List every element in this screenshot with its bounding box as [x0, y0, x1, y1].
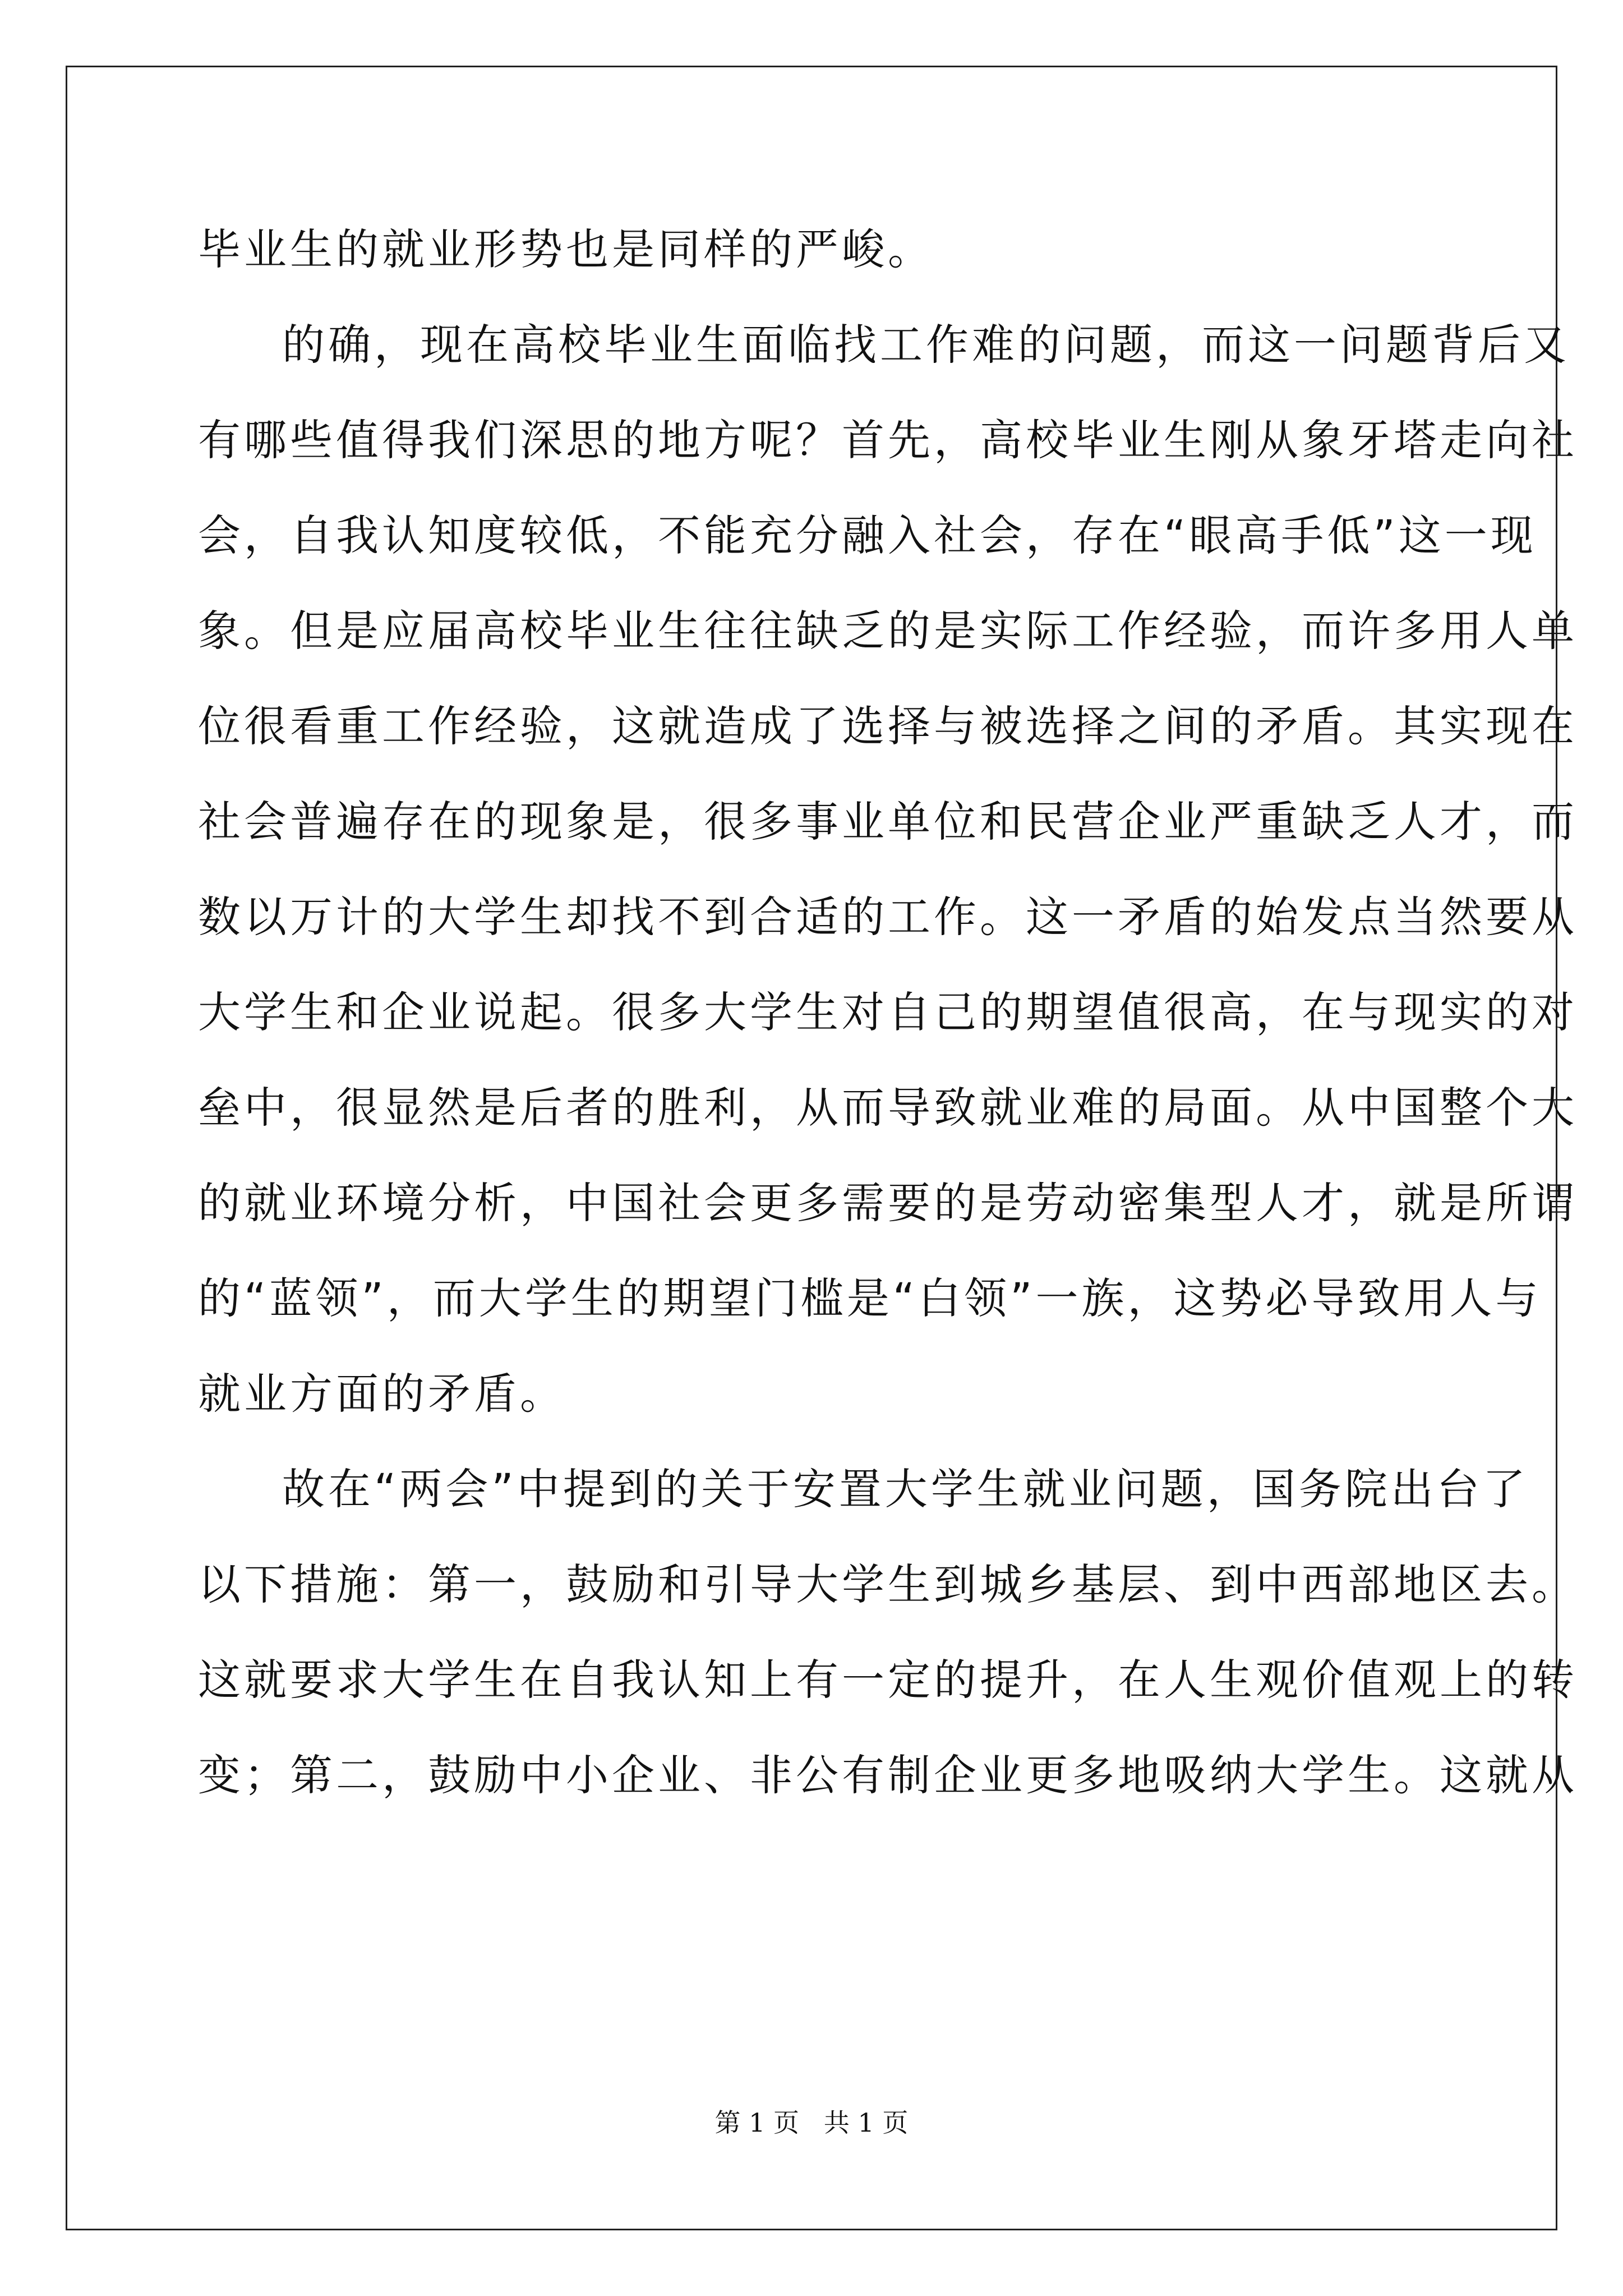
page-number-footer: 第 1 页 共 1 页 — [714, 2108, 909, 2138]
text-line: 有哪些值得我们深思的地方呢？首先，高校毕业生刚从象牙塔走向社 — [198, 415, 1578, 465]
text-line: 变；第二，鼓励中小企业、非公有制企业更多地吸纳大学生。这就从 — [198, 1750, 1578, 1800]
text-line: 社会普遍存在的现象是，很多事业单位和民营企业严重缺乏人才，而 — [198, 797, 1578, 846]
text-line: 垒中，很显然是后者的胜利，从而导致就业难的局面。从中国整个大 — [198, 1083, 1578, 1133]
text-line: 的确，现在高校毕业生面临找工作难的问题，而这一问题背后又 — [282, 320, 1570, 370]
text-line: 毕业生的就业形势也是同样的严峻。 — [198, 224, 934, 274]
text-line: 的就业环境分析，中国社会更多需要的是劳动密集型人才，就是所谓 — [198, 1178, 1578, 1228]
text-line: 会，自我认知度较低，不能充分融入社会，存在“眼高手低”这一现 — [198, 510, 1537, 560]
text-line: 象。但是应届高校毕业生往往缺乏的是实际工作经验，而许多用人单 — [198, 606, 1578, 656]
text-line: 故在“两会”中提到的关于安置大学生就业问题，国务院出台了 — [282, 1464, 1529, 1514]
text-line: 位很看重工作经验，这就造成了选择与被选择之间的矛盾。其实现在 — [198, 701, 1578, 751]
text-line: 的“蓝领”，而大学生的期望门槛是“白领”一族，这势必导致用人与 — [198, 1273, 1542, 1323]
text-line: 这就要求大学生在自我认知上有一定的提升，在人生观价值观上的转 — [198, 1655, 1578, 1705]
text-line: 大学生和企业说起。很多大学生对自己的期望值很高，在与现实的对 — [198, 987, 1578, 1037]
text-line: 就业方面的矛盾。 — [198, 1369, 566, 1419]
document-body — [198, 202, 1578, 1823]
text-line: 数以万计的大学生却找不到合适的工作。这一矛盾的始发点当然要从 — [198, 892, 1578, 942]
text-line: 以下措施：第一，鼓励和引导大学生到城乡基层、到中西部地区去。 — [198, 1559, 1578, 1609]
